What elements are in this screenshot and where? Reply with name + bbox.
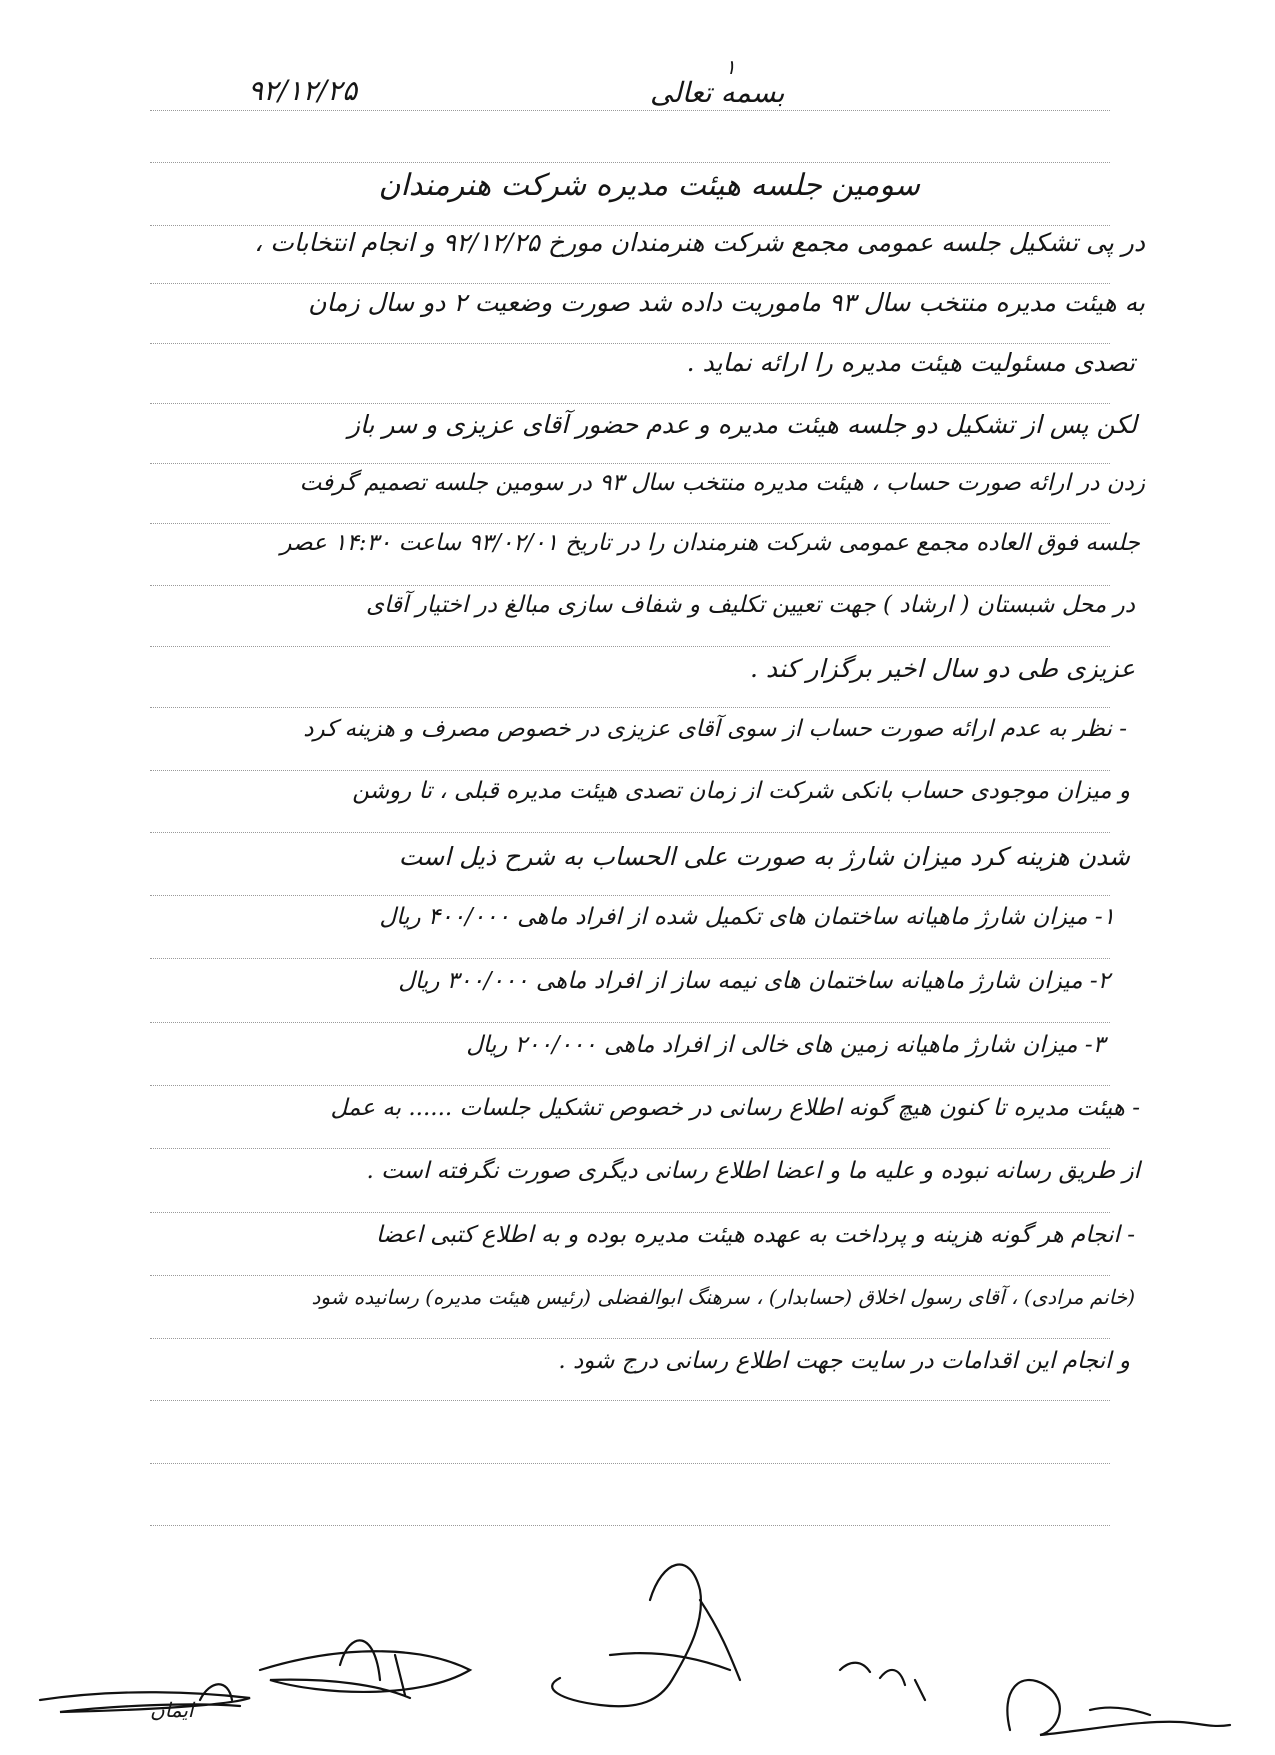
body-line: و انجام این اقدامات در سایت جهت اطلاع رسانی درج شود . [558,1348,1130,1374]
body-line: - هیئت مدیره تا کنون هیچ گونه اطلاع رسانی در خصوص تشکیل جلسات ...... به عمل [330,1095,1140,1121]
ruled-line [150,343,1110,344]
body-line: لکن پس از تشکیل دو جلسه هیئت مدیره و عدم حضور آقای عزیزی و سر باز [347,410,1137,439]
signature-2 [260,1651,470,1698]
signature-name: ایمان [150,1698,194,1722]
page-number: ۱ [725,55,736,79]
ruled-line [150,1338,1110,1339]
ruled-line [150,1212,1110,1213]
ruled-line [150,1275,1110,1276]
ruled-line [150,523,1110,524]
ruled-line [150,1148,1110,1149]
body-line: و میزان موجودی حساب بانکی شرکت از زمان تصدی هیئت مدیره قبلی ، تا روشن [352,778,1130,804]
body-line: ۲- میزان شارژ ماهیانه ساختمان های نیمه ساز از افراد ماهی ۳۰۰/۰۰۰ ریال [398,968,1110,994]
ruled-line [150,770,1110,771]
header-marker: بسمه تعالی [650,76,785,109]
ruled-line [150,162,1110,163]
body-line: ۱- میزان شارژ ماهیانه ساختمان های تکمیل شده از افراد ماهی ۴۰۰/۰۰۰ ریال [379,904,1115,930]
ruled-line [150,1085,1110,1086]
page-title: سومین جلسه هیئت مدیره شرکت هنرمندان [378,168,920,203]
ruled-line [150,1022,1110,1023]
signature-4 [840,1663,925,1700]
body-line: از طریق رسانه نبوده و علیه ما و اعضا اطلاع رسانی دیگری صورت نگرفته است . [366,1158,1140,1184]
body-line: به هیئت مدیره منتخب سال ۹۳ ماموریت داده شد صورت وضعیت ۲ دو سال زمان [308,288,1145,317]
ruled-line [150,585,1110,586]
document-date: ۹۲/۱۲/۲۵ [248,74,358,107]
ruled-line [150,1525,1110,1526]
ruled-line [150,463,1110,464]
body-line: جلسه فوق العاده مجمع عمومی شرکت هنرمندان را در تاریخ ۹۳/۰۲/۰۱ ساعت ۱۴:۳۰ عصر [280,530,1140,556]
body-line: در پی تشکیل جلسه عمومی مجمع شرکت هنرمندان مورخ ۹۲/۱۲/۲۵ و انجام انتخابات ، [254,228,1145,257]
body-line: عزیزی طی دو سال اخیر برگزار کند . [749,654,1135,683]
body-line: (خانم مرادی) ، آقای رسول اخلاق (حسابدار) ، سرهنگ ابوالفضلی (رئیس هیئت مدیره) رسانیده شود [311,1285,1135,1309]
body-line: - نظر به عدم ارائه صورت حساب از سوی آقای عزیزی در خصوص مصرف و هزینه کرد [303,716,1127,742]
ruled-line [150,1463,1110,1464]
ruled-line [150,110,1110,111]
body-line: در محل شبستان ( ارشاد ) جهت تعیین تکلیف و شفاف سازی مبالغ در اختیار آقای [365,592,1135,618]
ruled-line [150,403,1110,404]
ruled-line [150,707,1110,708]
body-line: تصدی مسئولیت هیئت مدیره را ارائه نماید . [686,348,1135,377]
body-line: ۳- میزان شارژ ماهیانه زمین های خالی از افراد ماهی ۲۰۰/۰۰۰ ریال [466,1032,1105,1058]
body-line: شدن هزینه کرد میزان شارژ به صورت علی الحساب به شرح ذیل است [398,842,1130,871]
ruled-line [150,832,1110,833]
body-line: زدن در ارائه صورت حساب ، هیئت مدیره منتخب سال ۹۳ در سومین جلسه تصمیم گرفت [299,470,1145,496]
signatures-area [0,1560,1275,1755]
ruled-line [150,283,1110,284]
signature-3 [552,1565,701,1707]
body-line: - انجام هر گونه هزینه و پرداخت به عهده هیئت مدیره بوده و به اطلاع کتبی اعضا [375,1222,1135,1248]
ruled-line [150,958,1110,959]
signature-1 [40,1692,250,1712]
ruled-line [150,895,1110,896]
ruled-line [150,225,1110,226]
ruled-line [150,1400,1110,1401]
ruled-line [150,646,1110,647]
